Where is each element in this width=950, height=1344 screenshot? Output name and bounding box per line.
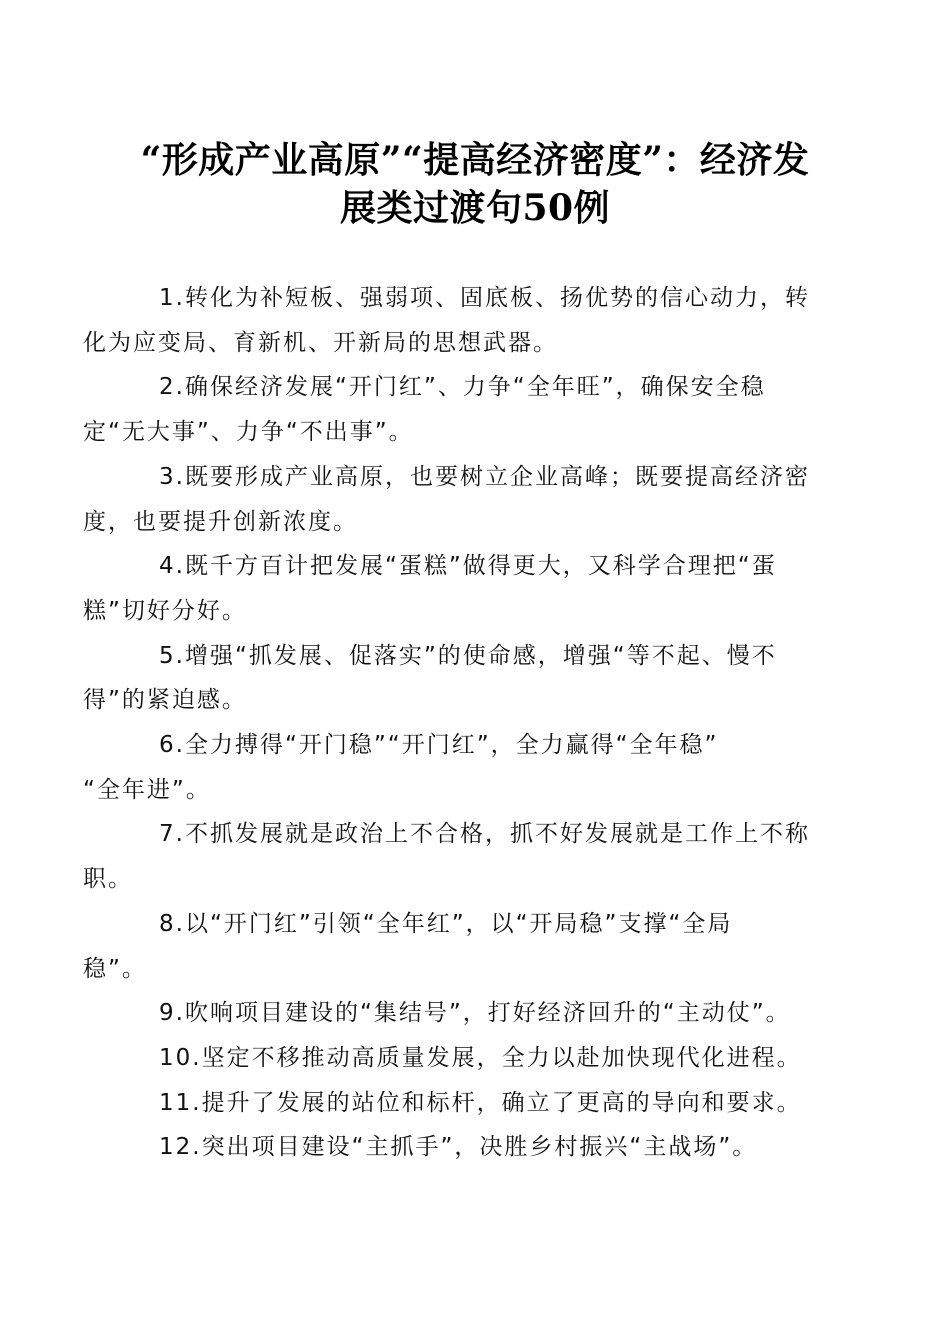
paragraph-12 xyxy=(121,1125,829,1170)
paragraph-line: 10.坚定不移推动高质量发展，全力以赴加快现代化进程。 xyxy=(159,1044,802,1071)
paragraph-line: 3.既要形成产业高原，也要树立企业高峰；既要提高经济密 xyxy=(159,463,810,490)
paragraph-line: 6.全力搏得“开门稳”“开门红”，全力赢得“全年稳” xyxy=(159,732,719,759)
paragraph-line: 7.不抓发展就是政治上不合格，抓不好发展就是工作上不称 xyxy=(159,821,810,848)
paragraph-line: 糕”切好分好。 xyxy=(83,597,247,624)
paragraph-line: 12.突出项目建设“主抓手”，决胜乡村振兴“主战场”。 xyxy=(159,1134,758,1161)
paragraph-line: 2.确保经济发展“开门红”、力争“全年旺”，确保安全稳 xyxy=(159,374,766,401)
document-body xyxy=(83,276,829,1170)
paragraph-5 xyxy=(83,634,829,723)
paragraph-line: 8.以“开门红”引领“全年红”，以“开局稳”支撑“全局 xyxy=(159,910,733,937)
title-line-2: 展类过渡句50例 xyxy=(339,187,611,229)
paragraph-line: 5.增强“抓发展、促落实”的使命感，增强“等不起、慢不 xyxy=(159,642,777,669)
paragraph-3 xyxy=(83,455,829,544)
paragraph-8 xyxy=(83,902,829,991)
paragraph-7 xyxy=(83,812,829,901)
paragraph-line: 1.转化为补短板、强弱项、固底板、扬优势的信心动力，转 xyxy=(159,285,810,311)
document-title xyxy=(100,136,850,232)
paragraph-line: 9.吹响项目建设的“集结号”，打好经济回升的“主动仗”。 xyxy=(159,1000,791,1027)
paragraph-6 xyxy=(83,723,829,812)
paragraph-line: 11.提升了发展的站位和标杆，确立了更高的导向和要求。 xyxy=(159,1089,802,1116)
title-line-1: “形成产业高原”“提高经济密度”：经济发 xyxy=(140,139,810,181)
paragraph-4 xyxy=(83,544,829,633)
paragraph-line: 定“无大事”、力争“不出事”。 xyxy=(83,419,414,446)
paragraph-1 xyxy=(83,276,829,365)
paragraph-line: 得”的紧迫感。 xyxy=(83,687,247,714)
paragraph-line: 化为应变局、育新机、开新局的思想武器。 xyxy=(83,329,558,356)
paragraph-line: 4.既千方百计把发展“蛋糕”做得更大，又科学合理把“蛋 xyxy=(159,553,777,580)
paragraph-9 xyxy=(121,991,829,1036)
paragraph-line: 职。 xyxy=(83,866,133,893)
paragraph-11 xyxy=(121,1081,829,1126)
paragraph-line: 稳”。 xyxy=(83,955,147,982)
paragraph-10 xyxy=(121,1036,829,1081)
paragraph-line: 度，也要提升创新浓度。 xyxy=(83,508,358,535)
paragraph-line: “全年进”。 xyxy=(83,776,211,803)
paragraph-2 xyxy=(83,365,829,454)
